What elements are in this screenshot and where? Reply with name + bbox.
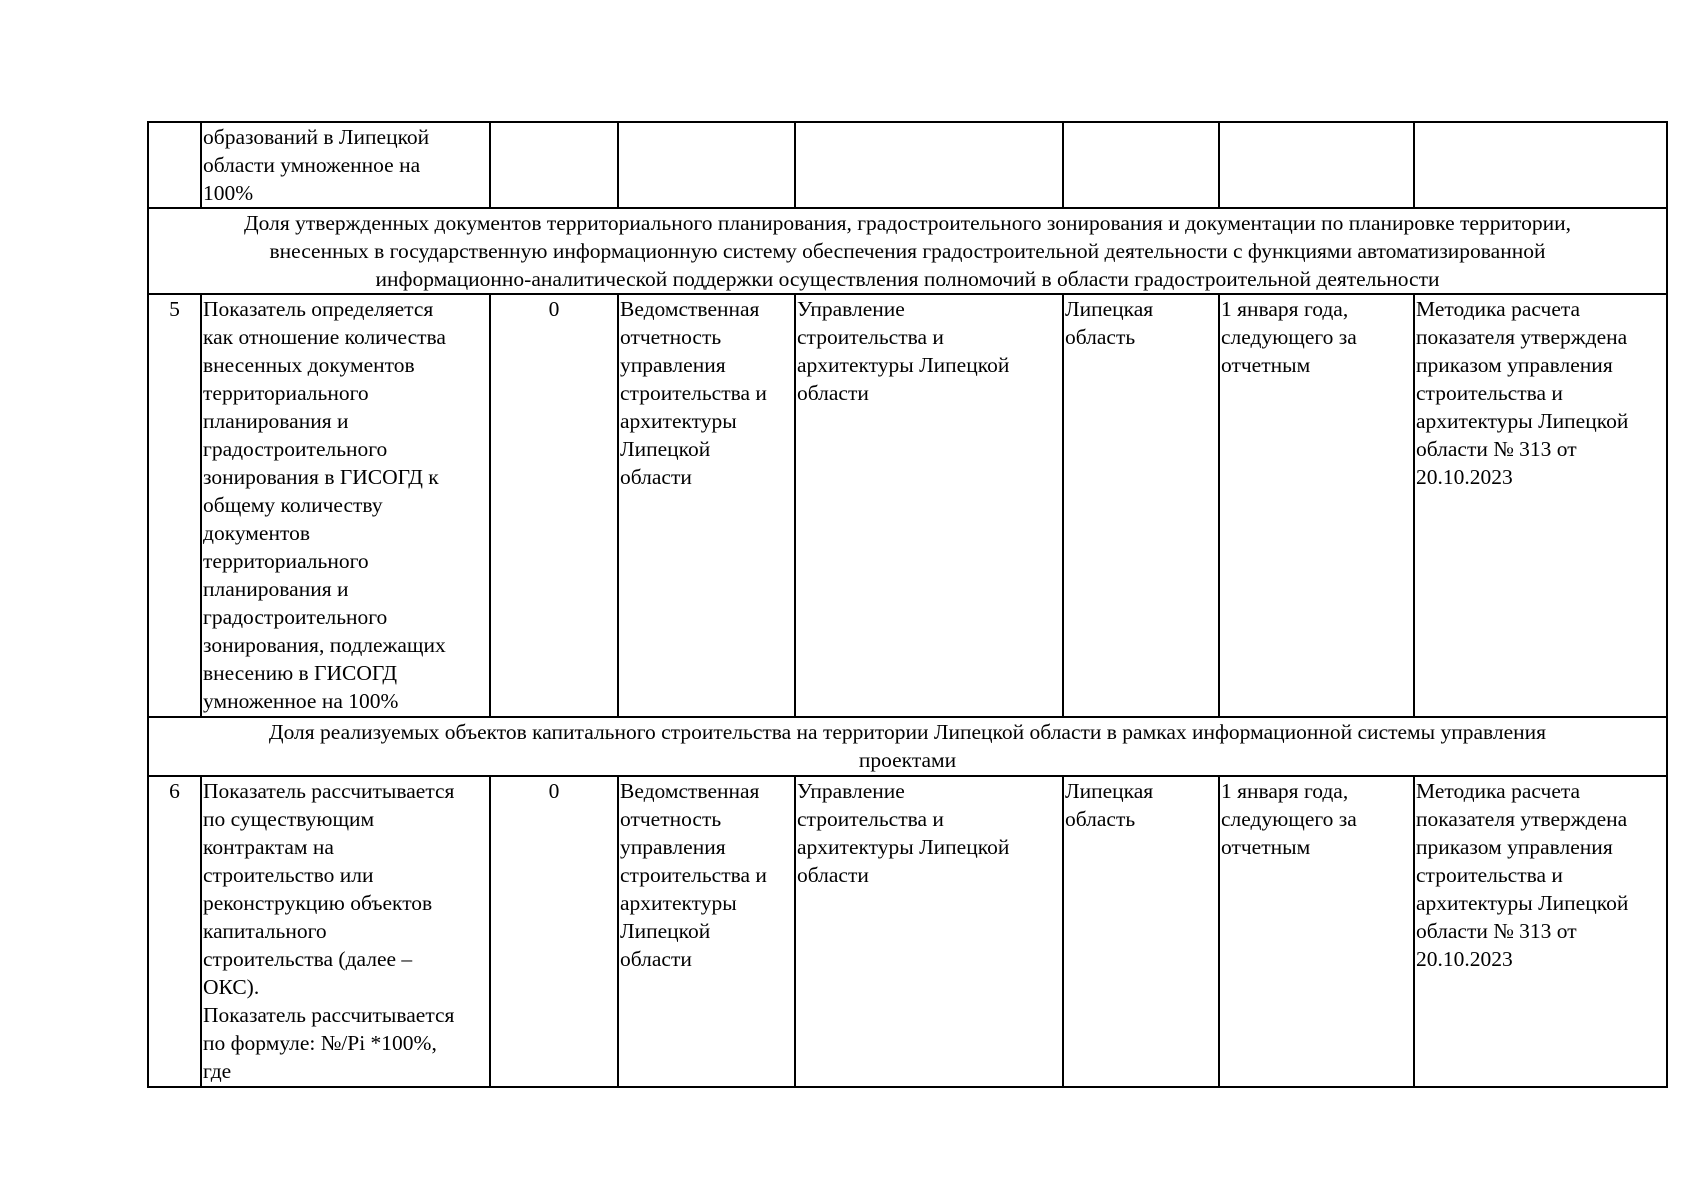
text-line: следующего за <box>1221 325 1357 349</box>
text-line: образований в Липецкой <box>203 125 430 149</box>
text-line: следующего за <box>1221 807 1357 831</box>
text-line: Липецкой <box>620 919 711 943</box>
text-line: 20.10.2023 <box>1416 947 1513 971</box>
text-line: 1 января года, <box>1221 297 1349 321</box>
cell-date <box>1219 294 1414 717</box>
text-line: управления <box>620 835 726 859</box>
text-line: капитального <box>203 919 327 943</box>
text-line: Методика расчета <box>1416 779 1581 803</box>
text-line: территориального <box>203 381 369 405</box>
text-line: строительства и <box>620 381 767 405</box>
text-line: общему количеству <box>203 493 383 517</box>
cell-description <box>201 294 490 717</box>
text-line: отчетным <box>1221 353 1311 377</box>
text-line: архитектуры <box>620 409 737 433</box>
text-line: Доля утвержденных документов территориального планирования, градостроительного зонирования и документации по планировке территории, <box>244 211 1571 235</box>
cell-responsible <box>795 294 1063 717</box>
cell-date <box>1219 122 1414 208</box>
text-line: по формуле: №/Pi *100%, <box>203 1031 437 1055</box>
table-row-continuation <box>148 122 1667 208</box>
cell-date <box>1219 776 1414 1087</box>
row-number: 6 <box>148 776 201 1087</box>
text-line: умноженное на 100% <box>203 689 399 713</box>
text-line: отчетность <box>620 325 722 349</box>
text-line: область <box>1065 325 1136 349</box>
section-heading-row <box>148 208 1667 294</box>
cell-method <box>1414 122 1667 208</box>
text-line: отчетным <box>1221 835 1311 859</box>
text-line: строительства и <box>1416 381 1563 405</box>
cell-source <box>618 776 795 1087</box>
cell-method <box>1414 294 1667 717</box>
text-line: область <box>1065 807 1136 831</box>
cell-base-value <box>490 122 618 208</box>
text-line: градостроительного <box>203 437 388 461</box>
text-line: строительства (далее – <box>203 947 413 971</box>
cell-responsible <box>795 122 1063 208</box>
row-number: 5 <box>148 294 201 717</box>
text-line: архитектуры Липецкой <box>797 835 1010 859</box>
text-line: архитектуры Липецкой <box>1416 891 1629 915</box>
section-heading-row <box>148 717 1667 776</box>
text-line: области № 313 от <box>1416 437 1577 461</box>
table-row <box>148 294 1667 717</box>
text-line: Управление <box>797 297 905 321</box>
text-line: Ведомственная <box>620 779 760 803</box>
text-line: Ведомственная <box>620 297 760 321</box>
text-line: Показатель определяется <box>203 297 434 321</box>
indicators-table <box>147 121 1668 1088</box>
cell-territory <box>1063 122 1219 208</box>
text-line: ОКС). <box>203 975 260 999</box>
table-row <box>148 776 1667 1087</box>
text-line: Управление <box>797 779 905 803</box>
text-line: отчетность <box>620 807 722 831</box>
section-heading-documents <box>148 208 1667 294</box>
text-line: 20.10.2023 <box>1416 465 1513 489</box>
text-line: информационно-аналитической поддержки осуществления полномочий в области градостроительной деятельности <box>375 267 1440 291</box>
text-line: Липецкая <box>1065 779 1154 803</box>
text-line: Показатель рассчитывается <box>203 1003 455 1027</box>
text-line: документов <box>203 521 310 545</box>
section-heading-capital-construction <box>148 717 1667 776</box>
text-line: строительства и <box>797 807 944 831</box>
text-line: строительства и <box>797 325 944 349</box>
text-line: Липецкая <box>1065 297 1154 321</box>
text-line: как отношение количества <box>203 325 446 349</box>
cell-territory <box>1063 294 1219 717</box>
text-line: 1 января года, <box>1221 779 1349 803</box>
text-line: управления <box>620 353 726 377</box>
cell-source <box>618 122 795 208</box>
text-line: внесенных в государственную информационную систему обеспечения градостроительной деятельности с функциями автоматизированной <box>269 239 1546 263</box>
cell-territory <box>1063 776 1219 1087</box>
text-line: строительства и <box>620 863 767 887</box>
cell-responsible <box>795 776 1063 1087</box>
cell-number <box>148 122 201 208</box>
text-line: внесению в ГИСОГД <box>203 661 398 685</box>
cell-base-value: 0 <box>490 776 618 1087</box>
cell-description <box>201 122 490 208</box>
text-line: зонирования в ГИСОГД к <box>203 465 439 489</box>
text-line: Доля реализуемых объектов капитального строительства на территории Липецкой области в рамках информационной системы управления <box>268 720 1547 744</box>
text-line: зонирования, подлежащих <box>203 633 446 657</box>
text-line: показателя утверждена <box>1416 807 1628 831</box>
text-line: области умноженное на <box>203 153 421 177</box>
cell-source <box>618 294 795 717</box>
text-line: планирования и <box>203 409 349 433</box>
text-line: контрактам на <box>203 835 334 859</box>
text-line: Показатель рассчитывается <box>203 779 455 803</box>
text-line: архитектуры Липецкой <box>1416 409 1629 433</box>
text-line: градостроительного <box>203 605 388 629</box>
cell-method <box>1414 776 1667 1087</box>
text-line: приказом управления <box>1416 353 1613 377</box>
text-line: области <box>620 947 692 971</box>
text-line: архитектуры Липецкой <box>797 353 1010 377</box>
text-line: Методика расчета <box>1416 297 1581 321</box>
text-line: Липецкой <box>620 437 711 461</box>
text-line: строительство или <box>203 863 374 887</box>
text-line: внесенных документов <box>203 353 415 377</box>
text-line: показателя утверждена <box>1416 325 1628 349</box>
text-line: приказом управления <box>1416 835 1613 859</box>
text-line: области <box>620 465 692 489</box>
text-line: архитектуры <box>620 891 737 915</box>
text-line: области № 313 от <box>1416 919 1577 943</box>
cell-base-value: 0 <box>490 294 618 717</box>
text-line: территориального <box>203 549 369 573</box>
text-line: планирования и <box>203 577 349 601</box>
text-line: где <box>203 1059 232 1083</box>
cell-description <box>201 776 490 1087</box>
text-line: 100% <box>203 181 254 205</box>
text-line: реконструкцию объектов <box>203 891 433 915</box>
text-line: области <box>797 863 869 887</box>
text-line: строительства и <box>1416 863 1563 887</box>
text-line: области <box>797 381 869 405</box>
text-line: по существующим <box>203 807 375 831</box>
text-line: проектами <box>858 748 957 772</box>
